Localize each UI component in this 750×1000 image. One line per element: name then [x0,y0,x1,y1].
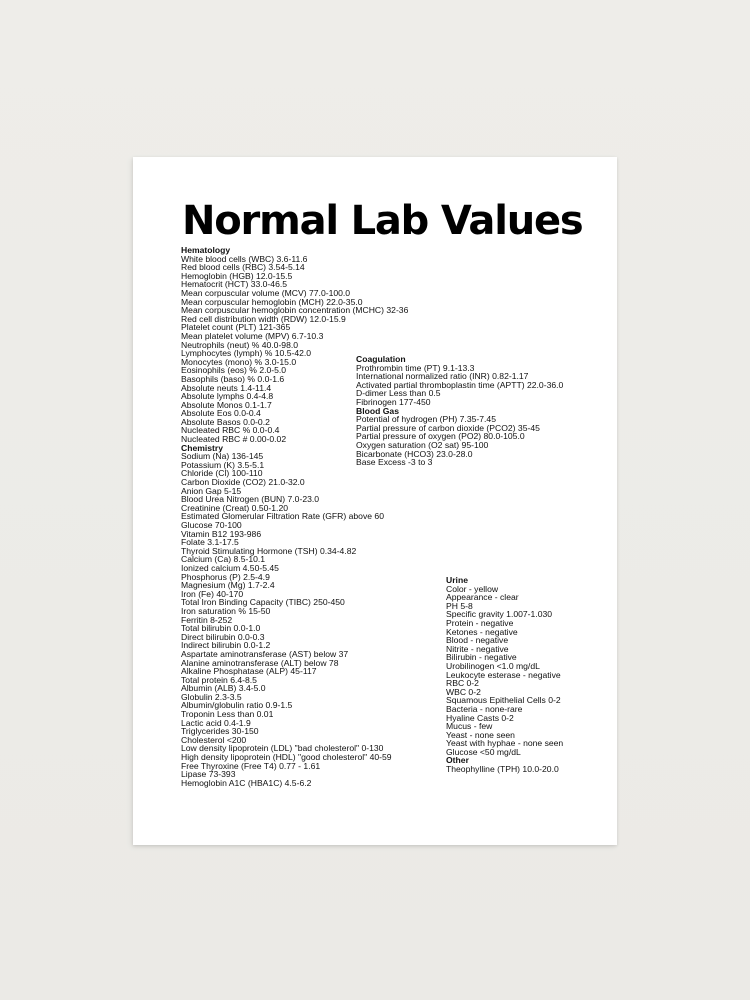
lab-value-item: WBC 0-2 [446,686,481,697]
lab-value-item: Estimated Glomerular Filtration Rate (GFR) above 60 [181,511,384,522]
lab-value-item: Color - yellow [446,583,499,594]
lab-value-item: Phosphorus (P) 2.5-4.9 [181,571,270,582]
lab-value-item: Mean corpuscular hemoglobin concentration (MCHC) 32-36 [181,305,409,316]
lab-value-item: Folate 3.1-17.5 [181,537,239,548]
left-column [181,246,408,787]
lab-value-item: Neutrophils (neut) % 40.0-98.0 [181,339,299,350]
lab-value-item: Potential of hydrogen (PH) 7.35-7.45 [356,414,496,425]
urine-list [446,585,563,757]
lab-value-item: Anion Gap 5-15 [181,485,242,496]
lab-value-item: Ferritin 8-252 [181,614,233,625]
lab-value-item: Prothrombin time (PT) 9.1-13.3 [356,362,475,373]
lab-value-item: Absolute Eos 0.0-0.4 [181,408,261,419]
lab-value-item: Magnesium (Mg) 1.7-2.4 [181,580,275,591]
lab-value-item: Mean corpuscular volume (MCV) 77.0-100.0 [181,287,351,298]
middle-column [356,355,563,467]
lab-value-item: Indirect bilirubin 0.0-1.2 [181,640,271,651]
section-heading-chemistry: Chemistry [181,442,224,453]
lab-value-item: Nucleated RBC # 0.00-0.02 [181,434,287,445]
lab-value-item: Hematocrit (HCT) 33.0-46.5 [181,279,288,290]
poster-title: Normal Lab Values [182,198,583,244]
lab-value-item: Protein - negative [446,617,514,628]
lab-value-item: Eosinophils (eos) % 2.0-5.0 [181,365,287,376]
lab-value-item: Hyaline Casts 0-2 [446,712,514,723]
lab-value-item: Calcium (Ca) 8.5-10.1 [181,554,266,565]
lab-value-item: Nitrite - negative [446,643,509,654]
coagulation-list [356,364,563,407]
section-heading-blood-gas: Blood Gas [356,405,399,416]
lab-value-item: Triglycerides 30-150 [181,726,259,737]
lab-value-item: Basophils (baso) % 0.0-1.6 [181,373,285,384]
other-list [446,765,563,774]
lab-value-item: Lipase 73-393 [181,769,236,780]
right-column [446,576,563,774]
lab-value-item: Urobilinogen <1.0 mg/dL [446,660,540,671]
lab-value-item: Total Iron Binding Capacity (TIBC) 250-450 [181,597,345,608]
lab-value-item: Globulin 2.3-3.5 [181,691,242,702]
lab-value-item: Leukocyte esterase - negative [446,669,561,680]
lab-value-item: White blood cells (WBC) 3.6-11.6 [181,253,308,264]
lab-value-item: Bilirubin - negative [446,652,517,663]
lab-value-item: Monocytes (mono) % 3.0-15.0 [181,356,297,367]
section-heading-hematology: Hematology [181,245,231,255]
lab-value-item: Lymphocytes (lymph) % 10.5-42.0 [181,348,312,359]
lab-value-item: Absolute lymphs 0.4-4.8 [181,391,274,402]
lab-value-item: Albumin (ALB) 3.4-5.0 [181,683,266,694]
lab-value-item: Total bilirubin 0.0-1.0 [181,623,261,634]
lab-value-item: Partial pressure of oxygen (PO2) 80.0-105.0 [356,431,525,442]
chemistry-list [181,452,408,787]
lab-value-item: Free Thyroxine (Free T4) 0.77 - 1.61 [181,760,321,771]
lab-value-item: Glucose <50 mg/dL [446,746,521,757]
poster [133,157,617,845]
section-heading-other: Other [446,755,469,766]
lab-value-item: Ionized calcium 4.50-5.45 [181,562,279,573]
lab-value-item: International normalized ratio (INR) 0.82-1.17 [356,371,529,382]
lab-value-item: Oxygen saturation (O2 sat) 95-100 [356,439,489,450]
lab-value-item: Alkaline Phosphatase (ALP) 45-117 [181,666,317,677]
lab-value-item: Absolute neuts 1.4-11.4 [181,382,272,393]
lab-value-item: Bicarbonate (HCO3) 23.0-28.0 [356,448,473,459]
lab-value-item: Mean corpuscular hemoglobin (MCH) 22.0-35.0 [181,296,363,307]
lab-value-item: Chloride (Cl) 100-110 [181,468,263,479]
lab-value-item: Activated partial thromboplastin time (APTT) 22.0-36.0 [356,379,564,390]
lab-value-item: Aspartate aminotransferase (AST) below 37 [181,648,349,659]
lab-value-item: D-dimer Less than 0.5 [356,388,441,399]
lab-value-item: Appearance - clear [446,592,519,603]
lab-value-item: Red blood cells (RBC) 3.54-5.14 [181,262,305,273]
lab-value-item: Platelet count (PLT) 121-365 [181,322,291,333]
lab-value-item: Low density lipoprotein (LDL) "bad cholesterol" 0-130 [181,743,384,754]
lab-value-item: Blood Urea Nitrogen (BUN) 7.0-23.0 [181,494,320,505]
lab-value-item: Base Excess -3 to 3 [356,457,433,468]
lab-value-item: Iron saturation % 15-50 [181,605,271,616]
lab-value-item: Glucose 70-100 [181,520,242,530]
lab-value-item: Absolute Monos 0.1-1.7 [181,399,272,410]
lab-value-item: Lactic acid 0.4-1.9 [181,717,251,728]
lab-value-item: Cholesterol <200 [181,734,247,745]
lab-value-item: Absolute Basos 0.0-0.2 [181,416,270,427]
lab-value-item: Hemoglobin (HGB) 12.0-15.5 [181,270,293,281]
lab-value-item: RBC 0-2 [446,678,479,689]
lab-value-item: Specific gravity 1.007-1.030 [446,609,553,620]
lab-value-item: Blood - negative [446,635,509,646]
lab-value-item: Nucleated RBC % 0.0-0.4 [181,425,280,436]
lab-value-item: Fibrinogen 177-450 [356,396,431,407]
lab-value-item: Iron (Fe) 40-170 [181,588,244,599]
lab-value-item: Mucus - few [446,721,493,732]
lab-value-item: Sodium (Na) 136-145 [181,451,264,462]
lab-value-item: Direct bilirubin 0.0-0.3 [181,631,265,642]
lab-value-item: Partial pressure of carbon dioxide (PCO2) 35-45 [356,422,540,433]
lab-value-item: Hemoglobin A1C (HBA1C) 4.5-6.2 [181,777,312,788]
lab-value-item: Creatinine (Creat) 0.50-1.20 [181,502,288,513]
lab-value-item: Bacteria - none-rare [446,703,523,714]
lab-value-item: Yeast with hyphae - none seen [446,738,564,749]
section-heading-coagulation: Coagulation [356,354,406,364]
lab-value-item: High density lipoprotein (HDL) "good cholesterol" 40-59 [181,752,392,763]
lab-value-item: Mean platelet volume (MPV) 6.7-10.3 [181,330,324,341]
lab-value-item: Potassium (K) 3.5-5.1 [181,459,265,470]
lab-value-item: Albumin/globulin ratio 0.9-1.5 [181,700,293,711]
lab-value-item: Thyroid Stimulating Hormone (TSH) 0.34-4.82 [181,545,357,556]
lab-value-item: Ketones - negative [446,626,518,637]
lab-value-item: Total protein 6.4-8.5 [181,674,257,685]
lab-value-item: PH 5-8 [446,600,473,611]
lab-value-item: Squamous Epithelial Cells 0-2 [446,695,561,706]
lab-value-item: Vitamin B12 193-986 [181,528,262,539]
lab-value-item: Troponin Less than 0.01 [181,709,274,720]
lab-value-item: Red cell distribution width (RDW) 12.0-15.9 [181,313,346,324]
blood-gas-list [356,415,563,467]
lab-value-item: Alanine aminotransferase (ALT) below 78 [181,657,339,668]
lab-value-item: Carbon Dioxide (CO2) 21.0-32.0 [181,477,305,488]
section-heading-urine: Urine [446,575,468,585]
lab-value-item: Theophylline (TPH) 10.0-20.0 [446,764,559,775]
lab-value-item: Yeast - none seen [446,729,515,740]
